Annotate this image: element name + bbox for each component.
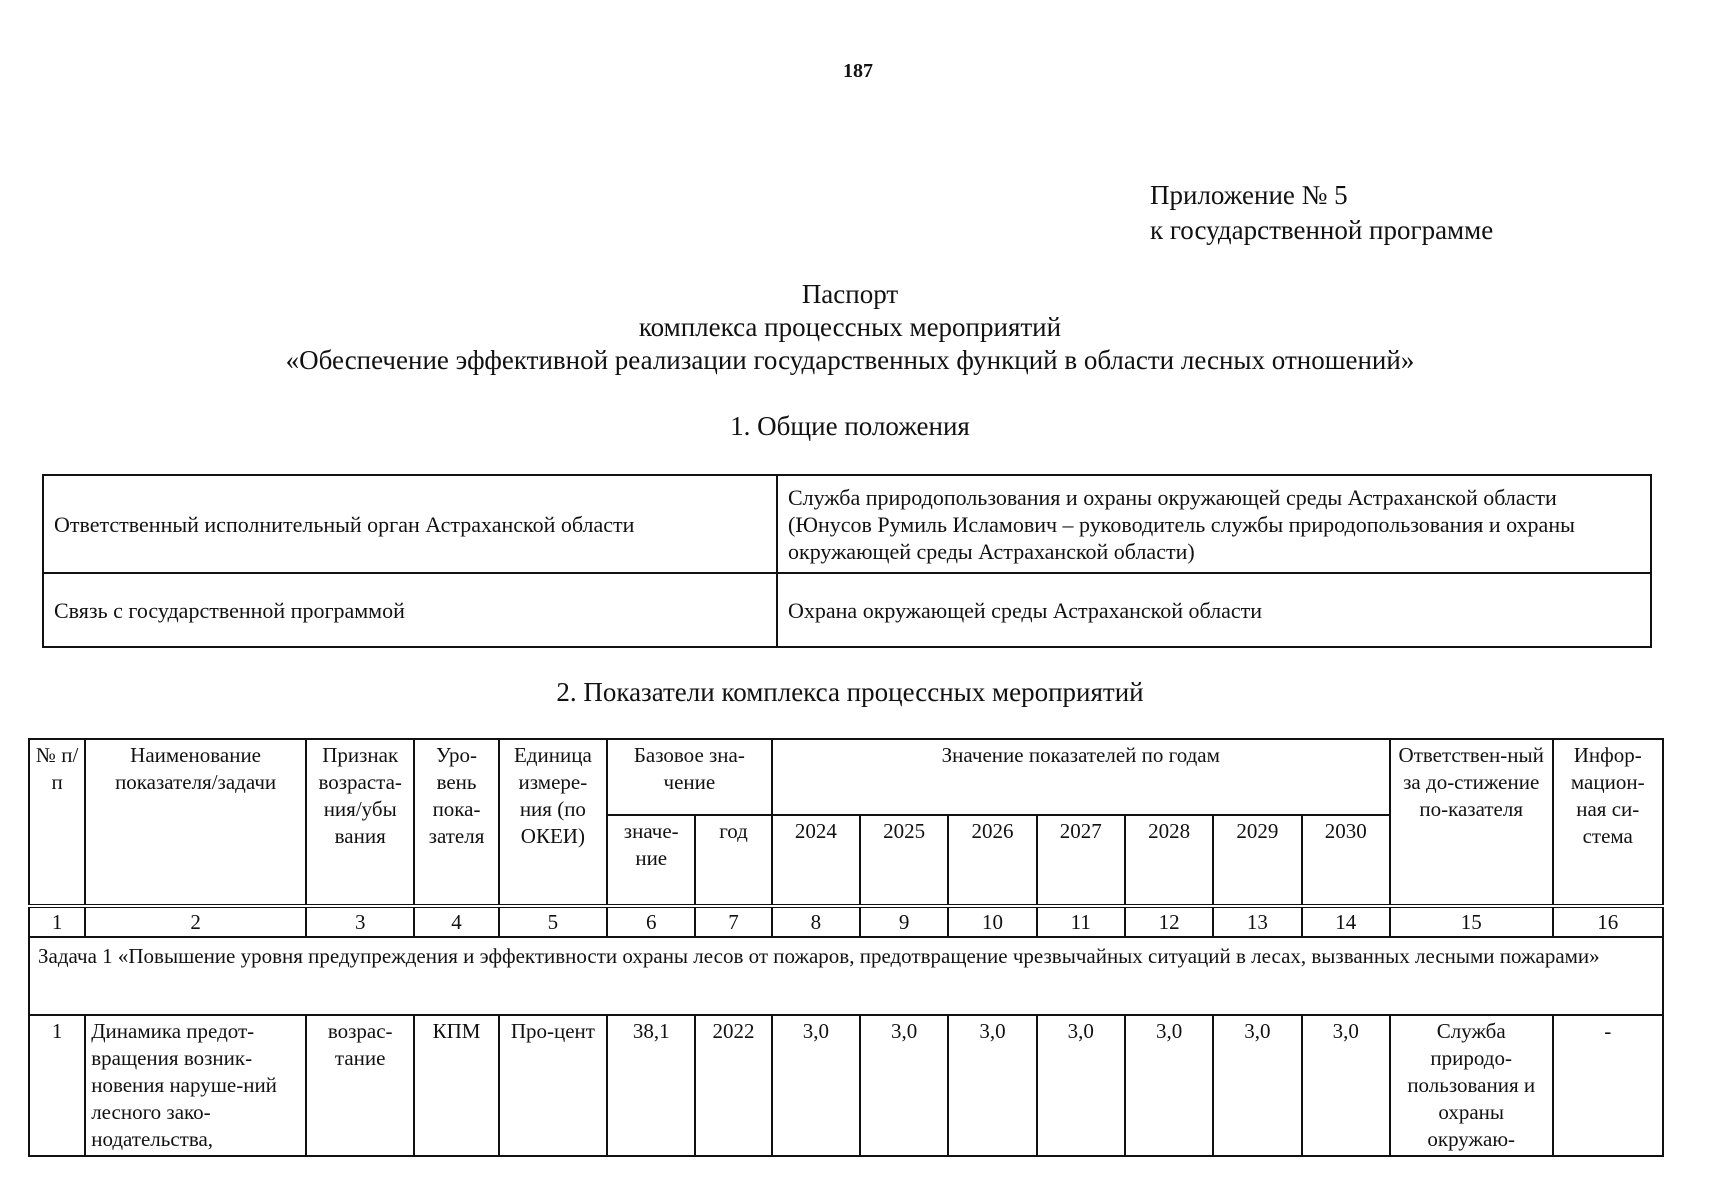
header-year: 2027 [1037, 815, 1125, 906]
document-title [0, 278, 1700, 377]
base-year: 2022 [695, 1015, 771, 1156]
column-number: 4 [414, 906, 498, 937]
header-year: 2024 [772, 815, 860, 906]
header-years-group: Значение показателей по годам [772, 739, 1390, 815]
general-provisions-table [42, 474, 1652, 648]
section-1-heading: 1. Общие положения [730, 411, 970, 441]
column-number: 5 [499, 906, 607, 937]
title-line-2: комплекса процессных мероприятий [638, 312, 1062, 342]
header-year: 2025 [860, 815, 948, 906]
column-number: 1 [29, 906, 85, 937]
table-row [43, 475, 1651, 573]
header-name: Наименование показателя/задачи [85, 739, 306, 906]
indicator-name: Динамика предот-вращения возник-новения наруше-ний лесного зако-нодательства, [85, 1015, 306, 1156]
column-number: 6 [607, 906, 695, 937]
header-base-value: значе-ние [607, 815, 695, 906]
indicator-responsible: Служба природо-пользования и охраны окружаю- [1390, 1015, 1553, 1156]
task-1-text: Задача 1 «Повышение уровня предупреждения и эффективности охраны лесов от пожаров, предотвращение чрезвычайных ситуаций в лесах, вызванных лесными пожарами» [29, 937, 1663, 1015]
table-row [43, 573, 1651, 647]
row-num: 1 [29, 1015, 85, 1156]
header-base-year: год [695, 815, 771, 906]
section-2-heading: 2. Показатели комплекса процессных мероприятий [556, 677, 1144, 707]
header-year: 2030 [1302, 815, 1390, 906]
indicator-unit: Про-цент [499, 1015, 607, 1156]
appendix-line-1: Приложение № 5 [1150, 180, 1348, 210]
header-trend: Признак возраста-ния/убы вания [306, 739, 414, 906]
header-level: Уро-вень пока-зателя [414, 739, 498, 906]
appendix-note [1150, 178, 1493, 248]
header-base: Базовое зна-чение [607, 739, 772, 815]
header-info-system: Инфор-мацион-ная си-стема [1553, 739, 1664, 906]
column-number: 13 [1213, 906, 1301, 937]
header-year: 2026 [948, 815, 1036, 906]
indicators-table [28, 738, 1664, 1157]
column-number: 16 [1553, 906, 1664, 937]
year-value: 3,0 [1213, 1015, 1301, 1156]
task-row [29, 937, 1663, 1015]
indicator-level: КПМ [414, 1015, 498, 1156]
column-number: 15 [1390, 906, 1553, 937]
header-responsible: Ответствен-ный за до-стижение по-казателя [1390, 739, 1553, 906]
column-number: 12 [1125, 906, 1213, 937]
column-number: 11 [1037, 906, 1125, 937]
column-number: 3 [306, 906, 414, 937]
general-label-responsible: Ответственный исполнительный орган Астраханской области [43, 475, 777, 573]
year-value: 3,0 [1037, 1015, 1125, 1156]
year-value: 3,0 [1302, 1015, 1390, 1156]
year-value: 3,0 [1125, 1015, 1213, 1156]
column-number: 10 [948, 906, 1036, 937]
column-number-row [29, 906, 1663, 937]
column-number: 9 [860, 906, 948, 937]
general-label-program-link: Связь с государственной программой [43, 573, 777, 647]
column-number: 7 [695, 906, 771, 937]
header-year: 2029 [1213, 815, 1301, 906]
base-value: 38,1 [607, 1015, 695, 1156]
column-number: 14 [1302, 906, 1390, 937]
title-line-1: Паспорт [801, 279, 899, 309]
title-line-3: «Обеспечение эффективной реализации государственных функций в области лесных отношений» [285, 345, 1415, 375]
appendix-line-2: к государственной программе [1150, 215, 1494, 245]
year-value: 3,0 [948, 1015, 1036, 1156]
table-row [29, 1015, 1663, 1156]
indicator-info-system: - [1553, 1015, 1664, 1156]
header-unit: Единица измере-ния (по ОКЕИ) [499, 739, 607, 906]
general-value-program-link: Охрана окружающей среды Астраханской области [777, 573, 1651, 647]
header-num: № п/п [29, 739, 85, 906]
header-year: 2028 [1125, 815, 1213, 906]
year-value: 3,0 [860, 1015, 948, 1156]
indicator-trend: возрас-тание [306, 1015, 414, 1156]
header-row [29, 739, 1663, 815]
general-value-responsible: Служба природопользования и охраны окружающей среды Астраханской области (Юнусов Румиль Исламович – руководитель службы природопользования и охраны окружающей среды Астраханской области) [777, 475, 1651, 573]
column-number: 2 [85, 906, 306, 937]
year-value: 3,0 [772, 1015, 860, 1156]
column-number: 8 [772, 906, 860, 937]
page-number: 187 [843, 60, 873, 82]
